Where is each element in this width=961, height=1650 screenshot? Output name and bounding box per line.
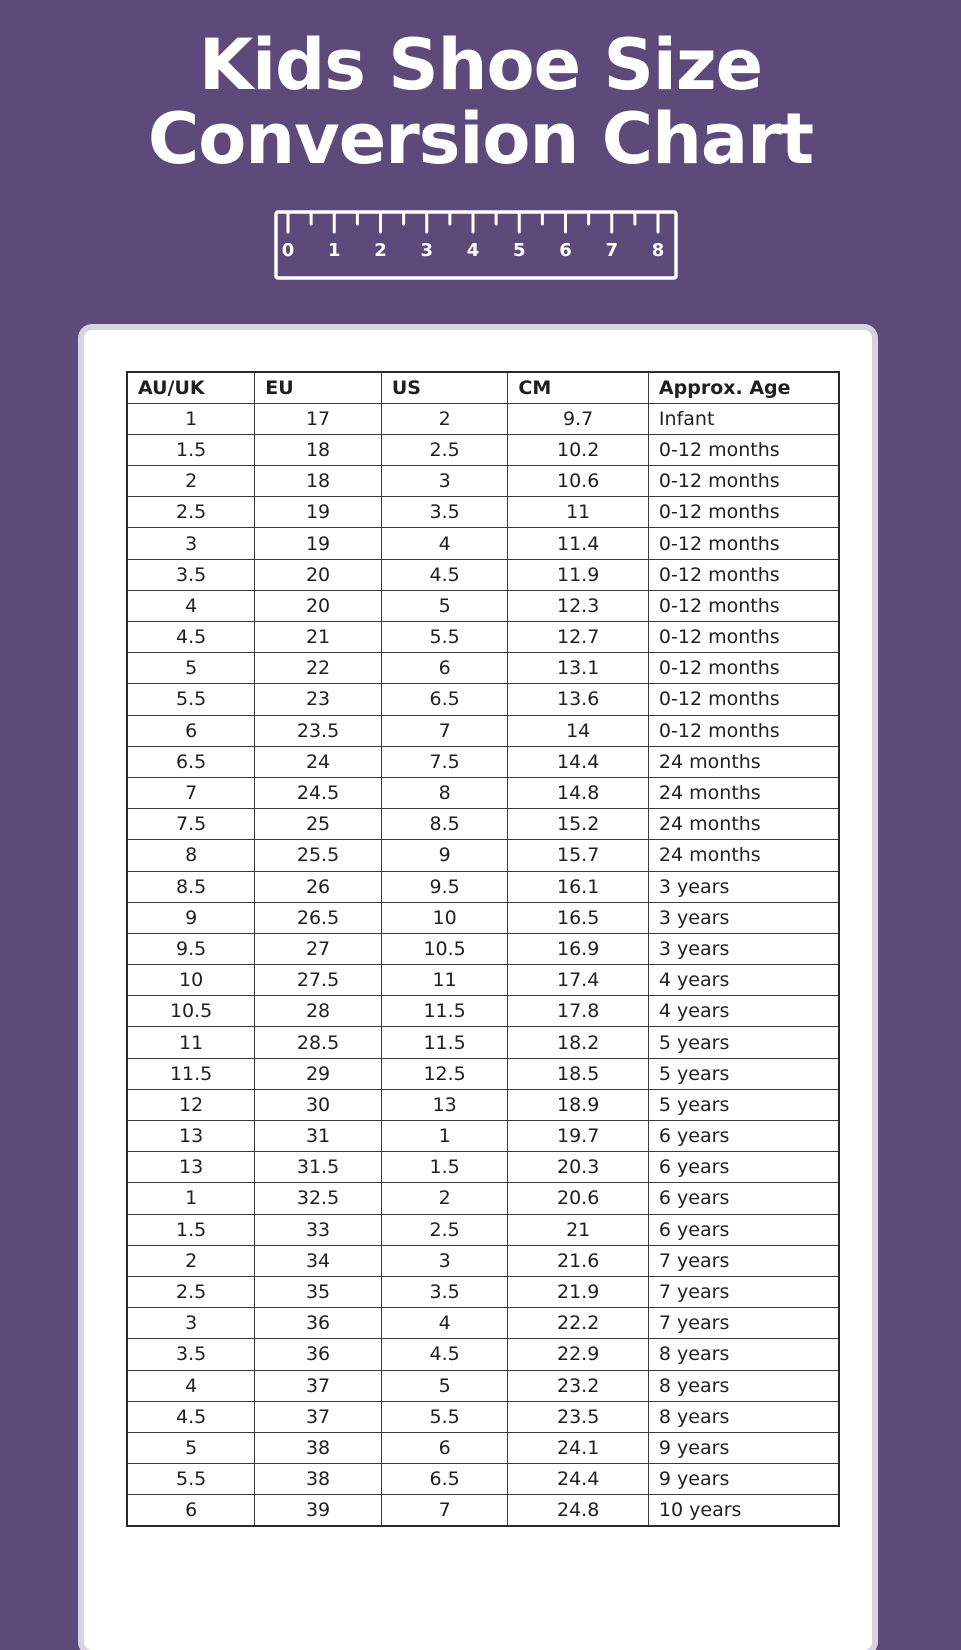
size-conversion-table [126, 371, 840, 1527]
cell-approx-age: 7 years [648, 1276, 839, 1307]
cell-us: 10.5 [381, 933, 508, 964]
cell-au-uk: 1.5 [127, 434, 255, 465]
cell-cm: 22.2 [508, 1308, 649, 1339]
cell-us: 2 [381, 1183, 508, 1214]
table-row [127, 777, 839, 808]
cell-cm: 17.8 [508, 996, 649, 1027]
cell-approx-age: 6 years [648, 1152, 839, 1183]
cell-eu: 26 [255, 871, 382, 902]
cell-cm: 23.5 [508, 1401, 649, 1432]
cell-approx-age: 24 months [648, 777, 839, 808]
cell-au-uk: 7 [127, 777, 255, 808]
cell-cm: 10.2 [508, 434, 649, 465]
cell-eu: 31 [255, 1121, 382, 1152]
cell-eu: 20 [255, 590, 382, 621]
cell-eu: 27 [255, 933, 382, 964]
cell-approx-age: 7 years [648, 1245, 839, 1276]
cell-us: 2.5 [381, 1214, 508, 1245]
cell-us: 3 [381, 1245, 508, 1276]
cell-eu: 37 [255, 1401, 382, 1432]
cell-au-uk: 9 [127, 902, 255, 933]
table-row [127, 996, 839, 1027]
table-row [127, 933, 839, 964]
cell-cm: 11 [508, 497, 649, 528]
cell-approx-age: 8 years [648, 1370, 839, 1401]
cell-cm: 24.4 [508, 1464, 649, 1495]
page-title [0, 24, 961, 180]
table-row [127, 622, 839, 653]
ruler-number: 0 [281, 240, 295, 261]
cell-us: 3.5 [381, 497, 508, 528]
cell-au-uk: 11.5 [127, 1058, 255, 1089]
cell-us: 6.5 [381, 684, 508, 715]
table-row [127, 559, 839, 590]
table-row [127, 871, 839, 902]
cell-eu: 21 [255, 622, 382, 653]
header-au-uk: AU/UK [127, 372, 255, 403]
table-row [127, 715, 839, 746]
cell-approx-age: 0-12 months [648, 497, 839, 528]
table-row [127, 1401, 839, 1432]
cell-eu: 20 [255, 559, 382, 590]
cell-au-uk: 5 [127, 653, 255, 684]
cell-eu: 25 [255, 809, 382, 840]
cell-us: 4 [381, 1308, 508, 1339]
table-row [127, 434, 839, 465]
cell-au-uk: 3.5 [127, 1339, 255, 1370]
table-row [127, 746, 839, 777]
cell-approx-age: 0-12 months [648, 528, 839, 559]
cell-au-uk: 2.5 [127, 1276, 255, 1307]
cell-au-uk: 10.5 [127, 996, 255, 1027]
cell-approx-age: 3 years [648, 871, 839, 902]
ruler-number: 8 [651, 240, 665, 261]
cell-us: 11.5 [381, 1027, 508, 1058]
table-row [127, 684, 839, 715]
chart-card [84, 330, 872, 1650]
table-row [127, 590, 839, 621]
cell-approx-age: 9 years [648, 1432, 839, 1463]
cell-us: 7 [381, 715, 508, 746]
table-row [127, 1027, 839, 1058]
ruler-number: 5 [512, 240, 526, 261]
cell-approx-age: 7 years [648, 1308, 839, 1339]
ruler-number: 6 [559, 240, 572, 261]
cell-cm: 18.2 [508, 1027, 649, 1058]
cell-au-uk: 8 [127, 840, 255, 871]
cell-approx-age: 6 years [648, 1183, 839, 1214]
cell-us: 12.5 [381, 1058, 508, 1089]
cell-eu: 24.5 [255, 777, 382, 808]
cell-approx-age: Infant [648, 403, 839, 434]
cell-cm: 15.2 [508, 809, 649, 840]
cell-approx-age: 8 years [648, 1339, 839, 1370]
cell-us: 10 [381, 902, 508, 933]
cell-eu: 38 [255, 1464, 382, 1495]
cell-cm: 9.7 [508, 403, 649, 434]
cell-us: 3.5 [381, 1276, 508, 1307]
cell-cm: 24.8 [508, 1495, 649, 1526]
cell-us: 13 [381, 1089, 508, 1120]
cell-cm: 13.6 [508, 684, 649, 715]
cell-au-uk: 9.5 [127, 933, 255, 964]
cell-approx-age: 0-12 months [648, 684, 839, 715]
cell-us: 2.5 [381, 434, 508, 465]
cell-eu: 38 [255, 1432, 382, 1463]
cell-approx-age: 3 years [648, 902, 839, 933]
cell-cm: 16.5 [508, 902, 649, 933]
cell-cm: 24.1 [508, 1432, 649, 1463]
table-row [127, 1370, 839, 1401]
cell-au-uk: 3.5 [127, 559, 255, 590]
cell-eu: 23 [255, 684, 382, 715]
cell-approx-age: 0-12 months [648, 622, 839, 653]
cell-cm: 21 [508, 1214, 649, 1245]
header-cm: CM [508, 372, 649, 403]
cell-us: 7 [381, 1495, 508, 1526]
cell-cm: 13.1 [508, 653, 649, 684]
cell-eu: 36 [255, 1339, 382, 1370]
cell-au-uk: 2 [127, 1245, 255, 1276]
cell-eu: 33 [255, 1214, 382, 1245]
ruler-number: 1 [327, 240, 341, 261]
cell-au-uk: 13 [127, 1152, 255, 1183]
cell-eu: 26.5 [255, 902, 382, 933]
cell-au-uk: 1.5 [127, 1214, 255, 1245]
cell-au-uk: 4.5 [127, 1401, 255, 1432]
cell-approx-age: 6 years [648, 1214, 839, 1245]
cell-approx-age: 0-12 months [648, 466, 839, 497]
cell-eu: 31.5 [255, 1152, 382, 1183]
cell-approx-age: 5 years [648, 1027, 839, 1058]
cell-cm: 21.6 [508, 1245, 649, 1276]
cell-us: 2 [381, 403, 508, 434]
cell-us: 4 [381, 528, 508, 559]
cell-us: 8.5 [381, 809, 508, 840]
cell-us: 9.5 [381, 871, 508, 902]
cell-us: 1.5 [381, 1152, 508, 1183]
cell-us: 4.5 [381, 559, 508, 590]
cell-au-uk: 4 [127, 1370, 255, 1401]
cell-eu: 22 [255, 653, 382, 684]
cell-eu: 32.5 [255, 1183, 382, 1214]
cell-au-uk: 2.5 [127, 497, 255, 528]
cell-au-uk: 10 [127, 965, 255, 996]
cell-approx-age: 24 months [648, 809, 839, 840]
table-row [127, 1152, 839, 1183]
cell-us: 4.5 [381, 1339, 508, 1370]
table-row [127, 1058, 839, 1089]
cell-us: 3 [381, 466, 508, 497]
cell-us: 5.5 [381, 1401, 508, 1432]
cell-eu: 19 [255, 528, 382, 559]
cell-eu: 18 [255, 434, 382, 465]
cell-approx-age: 0-12 months [648, 559, 839, 590]
cell-approx-age: 3 years [648, 933, 839, 964]
cell-eu: 17 [255, 403, 382, 434]
cell-cm: 18.5 [508, 1058, 649, 1089]
cell-cm: 11.9 [508, 559, 649, 590]
ruler-number: 2 [374, 240, 387, 261]
cell-eu: 23.5 [255, 715, 382, 746]
cell-au-uk: 8.5 [127, 871, 255, 902]
cell-eu: 27.5 [255, 965, 382, 996]
cell-eu: 28 [255, 996, 382, 1027]
cell-approx-age: 10 years [648, 1495, 839, 1526]
cell-cm: 20.6 [508, 1183, 649, 1214]
cell-us: 1 [381, 1121, 508, 1152]
table-row [127, 840, 839, 871]
cell-approx-age: 5 years [648, 1058, 839, 1089]
cell-au-uk: 7.5 [127, 809, 255, 840]
table-row [127, 902, 839, 933]
cell-au-uk: 1 [127, 1183, 255, 1214]
cell-us: 6.5 [381, 1464, 508, 1495]
cell-au-uk: 6 [127, 1495, 255, 1526]
cell-au-uk: 11 [127, 1027, 255, 1058]
cell-us: 8 [381, 777, 508, 808]
cell-us: 11.5 [381, 996, 508, 1027]
table-row [127, 1495, 839, 1526]
table-row [127, 965, 839, 996]
cell-au-uk: 1 [127, 403, 255, 434]
table-row [127, 403, 839, 434]
cell-eu: 18 [255, 466, 382, 497]
cell-au-uk: 2 [127, 466, 255, 497]
table-row [127, 1245, 839, 1276]
cell-us: 5.5 [381, 622, 508, 653]
cell-cm: 16.1 [508, 871, 649, 902]
cell-cm: 16.9 [508, 933, 649, 964]
cell-eu: 29 [255, 1058, 382, 1089]
ruler-icon [274, 210, 678, 282]
cell-au-uk: 13 [127, 1121, 255, 1152]
table-row [127, 1183, 839, 1214]
table-row [127, 528, 839, 559]
cell-approx-age: 0-12 months [648, 653, 839, 684]
cell-approx-age: 0-12 months [648, 590, 839, 621]
cell-au-uk: 4.5 [127, 622, 255, 653]
cell-eu: 37 [255, 1370, 382, 1401]
cell-cm: 21.9 [508, 1276, 649, 1307]
cell-eu: 35 [255, 1276, 382, 1307]
cell-us: 5 [381, 590, 508, 621]
cell-au-uk: 4 [127, 590, 255, 621]
ruler-number: 3 [420, 240, 434, 261]
cell-au-uk: 5.5 [127, 1464, 255, 1495]
cell-approx-age: 24 months [648, 746, 839, 777]
cell-approx-age: 0-12 months [648, 715, 839, 746]
cell-approx-age: 0-12 months [648, 434, 839, 465]
cell-approx-age: 6 years [648, 1121, 839, 1152]
cell-au-uk: 6 [127, 715, 255, 746]
cell-eu: 19 [255, 497, 382, 528]
cell-cm: 20.3 [508, 1152, 649, 1183]
cell-eu: 24 [255, 746, 382, 777]
cell-au-uk: 5 [127, 1432, 255, 1463]
cell-eu: 30 [255, 1089, 382, 1120]
cell-cm: 23.2 [508, 1370, 649, 1401]
table-row [127, 1308, 839, 1339]
cell-us: 9 [381, 840, 508, 871]
cell-cm: 12.3 [508, 590, 649, 621]
cell-cm: 14.8 [508, 777, 649, 808]
table-row [127, 497, 839, 528]
ruler-number: 7 [605, 240, 619, 261]
cell-approx-age: 4 years [648, 996, 839, 1027]
cell-cm: 12.7 [508, 622, 649, 653]
header-eu: EU [255, 372, 382, 403]
cell-approx-age: 24 months [648, 840, 839, 871]
cell-cm: 15.7 [508, 840, 649, 871]
table-row [127, 1339, 839, 1370]
table-row [127, 1214, 839, 1245]
cell-cm: 18.9 [508, 1089, 649, 1120]
cell-cm: 11.4 [508, 528, 649, 559]
cell-cm: 10.6 [508, 466, 649, 497]
cell-us: 7.5 [381, 746, 508, 777]
cell-us: 5 [381, 1370, 508, 1401]
cell-cm: 14 [508, 715, 649, 746]
cell-approx-age: 5 years [648, 1089, 839, 1120]
cell-eu: 39 [255, 1495, 382, 1526]
cell-au-uk: 12 [127, 1089, 255, 1120]
title-line-1: Kids Shoe Size [198, 24, 763, 106]
cell-eu: 34 [255, 1245, 382, 1276]
table-row [127, 1464, 839, 1495]
table-row [127, 1276, 839, 1307]
cell-approx-age: 4 years [648, 965, 839, 996]
header-us: US [381, 372, 508, 403]
table-row [127, 809, 839, 840]
table-row [127, 1432, 839, 1463]
cell-approx-age: 8 years [648, 1401, 839, 1432]
cell-au-uk: 6.5 [127, 746, 255, 777]
cell-au-uk: 3 [127, 1308, 255, 1339]
cell-cm: 19.7 [508, 1121, 649, 1152]
table-row [127, 653, 839, 684]
cell-eu: 25.5 [255, 840, 382, 871]
cell-cm: 22.9 [508, 1339, 649, 1370]
header-approx-age: Approx. Age [648, 372, 839, 403]
ruler-number: 4 [466, 240, 480, 261]
cell-eu: 36 [255, 1308, 382, 1339]
cell-us: 6 [381, 1432, 508, 1463]
cell-approx-age: 9 years [648, 1464, 839, 1495]
cell-au-uk: 3 [127, 528, 255, 559]
table-row [127, 1121, 839, 1152]
cell-us: 11 [381, 965, 508, 996]
cell-au-uk: 5.5 [127, 684, 255, 715]
cell-eu: 28.5 [255, 1027, 382, 1058]
cell-us: 6 [381, 653, 508, 684]
table-header-row [127, 372, 839, 403]
title-line-2: Conversion Chart [147, 98, 814, 180]
cell-cm: 17.4 [508, 965, 649, 996]
cell-cm: 14.4 [508, 746, 649, 777]
table-row [127, 1089, 839, 1120]
table-row [127, 466, 839, 497]
